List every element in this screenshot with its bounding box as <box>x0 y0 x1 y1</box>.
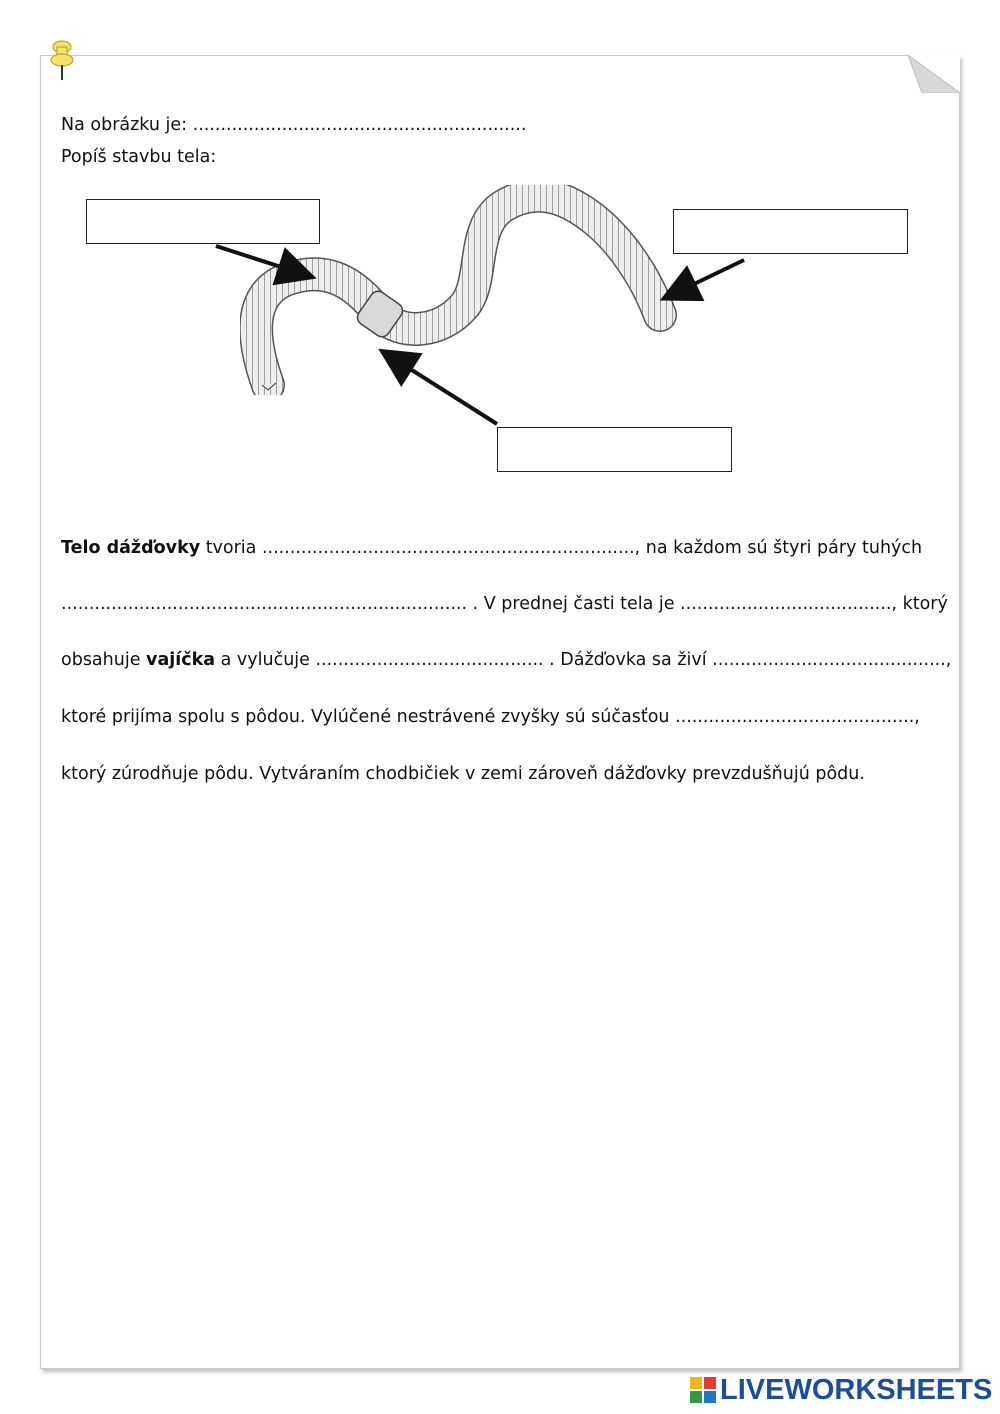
paragraph-line-1 <box>61 538 922 558</box>
liveworksheets-logo <box>690 1373 992 1407</box>
liveworksheets-grid-icon <box>690 1377 716 1403</box>
paragraph-line-5: ktorý zúrodňuje pôdu. Vytváraním chodbičiek v zemi zároveň dážďovky prevzdušňujú pôdu. <box>61 764 865 784</box>
arrow-head-pointer <box>216 246 309 276</box>
brand-name: LIVEWORKSHEETS <box>720 1373 993 1406</box>
paragraph-line-3-a: obsahuje <box>61 650 147 670</box>
bold-term-earthworm-body: Telo dážďovky <box>61 538 201 558</box>
label-arrows <box>0 0 1000 500</box>
paragraph-line-3 <box>61 650 951 670</box>
question-line-1: Na obrázku je: ............................................................ <box>61 115 527 135</box>
paragraph-line-4: ktoré prijíma spolu s pôdou. Vylúčené nestrávené zvyšky sú súčasťou ..........................................., <box>61 707 920 727</box>
arrow-clitellum-pointer <box>385 353 497 424</box>
question-line-2: Popíš stavbu tela: <box>61 147 217 167</box>
arrow-tail-pointer <box>667 260 744 297</box>
paragraph-line-3-b: a vylučuje ......................................... . Dážďovka sa živí .........................................., <box>215 650 952 670</box>
bold-term-eggs: vajíčka <box>146 650 216 670</box>
paragraph-line-1-text: tvoria ..................................................................., na každom sú štyri páry tuhých <box>200 538 923 558</box>
paragraph-line-2: ......................................................................... . V prednej časti tela je ......................................, ktorý <box>61 594 948 614</box>
